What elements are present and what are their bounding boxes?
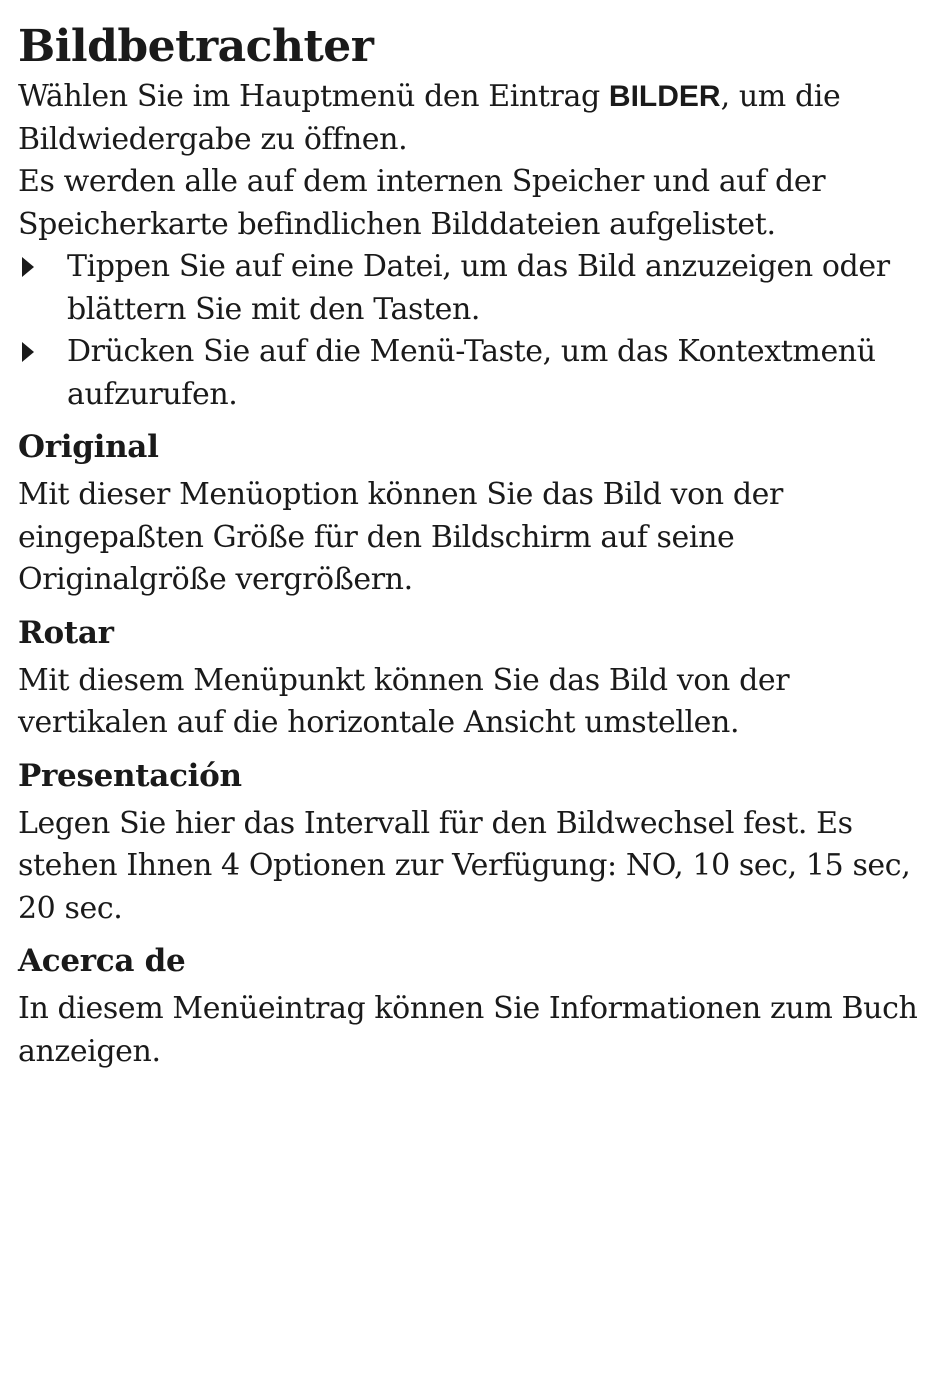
step-item: [18, 331, 918, 416]
intro-paragraph: [18, 76, 918, 161]
section-text: In diesem Menüeintrag können Sie Informationen zum Buch anzeigen.: [18, 991, 918, 1069]
menu-keyword: BILDER: [608, 80, 721, 113]
triangle-bullet-icon: [22, 342, 34, 362]
intro-text-before: Wählen Sie im Hauptmenü den Eintrag: [18, 79, 609, 114]
section-original: [18, 426, 918, 602]
intro-description: Es werden alle auf dem internen Speicher und auf der Speicherkarte befindlichen Bilddateien aufgelistet.: [18, 164, 826, 242]
section-rotar: [18, 612, 918, 745]
section-text: Mit dieser Menüoption können Sie das Bild von der eingepaßten Größe für den Bildschirm auf seine Originalgröße vergrößern.: [18, 477, 783, 597]
section-heading: Presentación: [18, 757, 242, 794]
section-presentacion: [18, 755, 918, 931]
step-list: [18, 246, 918, 416]
section-text: Mit diesem Menüpunkt können Sie das Bild von der vertikalen auf die horizontale Ansicht umstellen.: [18, 662, 790, 740]
step-item: [18, 246, 918, 331]
page-title: Bildbetrachter: [18, 21, 374, 72]
step-text: Tippen Sie auf eine Datei, um das Bild anzuzeigen oder blättern Sie mit den Tasten.: [67, 249, 890, 327]
triangle-bullet-icon: [22, 257, 34, 277]
intro-text-after: , um die Bildwiedergabe zu öffnen.: [18, 79, 841, 157]
section-heading: Acerca de: [18, 943, 186, 979]
document-page: [18, 18, 918, 1073]
section-heading: Rotar: [18, 614, 114, 651]
section-heading: Original: [18, 429, 159, 465]
section-text: Legen Sie hier das Intervall für den Bildwechsel fest. Es stehen Ihnen 4 Optionen zur Verfügung: NO, 10 sec, 15 sec, 20 sec.: [18, 805, 911, 926]
section-acerca-de: [18, 940, 918, 1073]
step-text: Drücken Sie auf die Menü-Taste, um das Kontextmenü aufzurufen.: [67, 334, 876, 412]
